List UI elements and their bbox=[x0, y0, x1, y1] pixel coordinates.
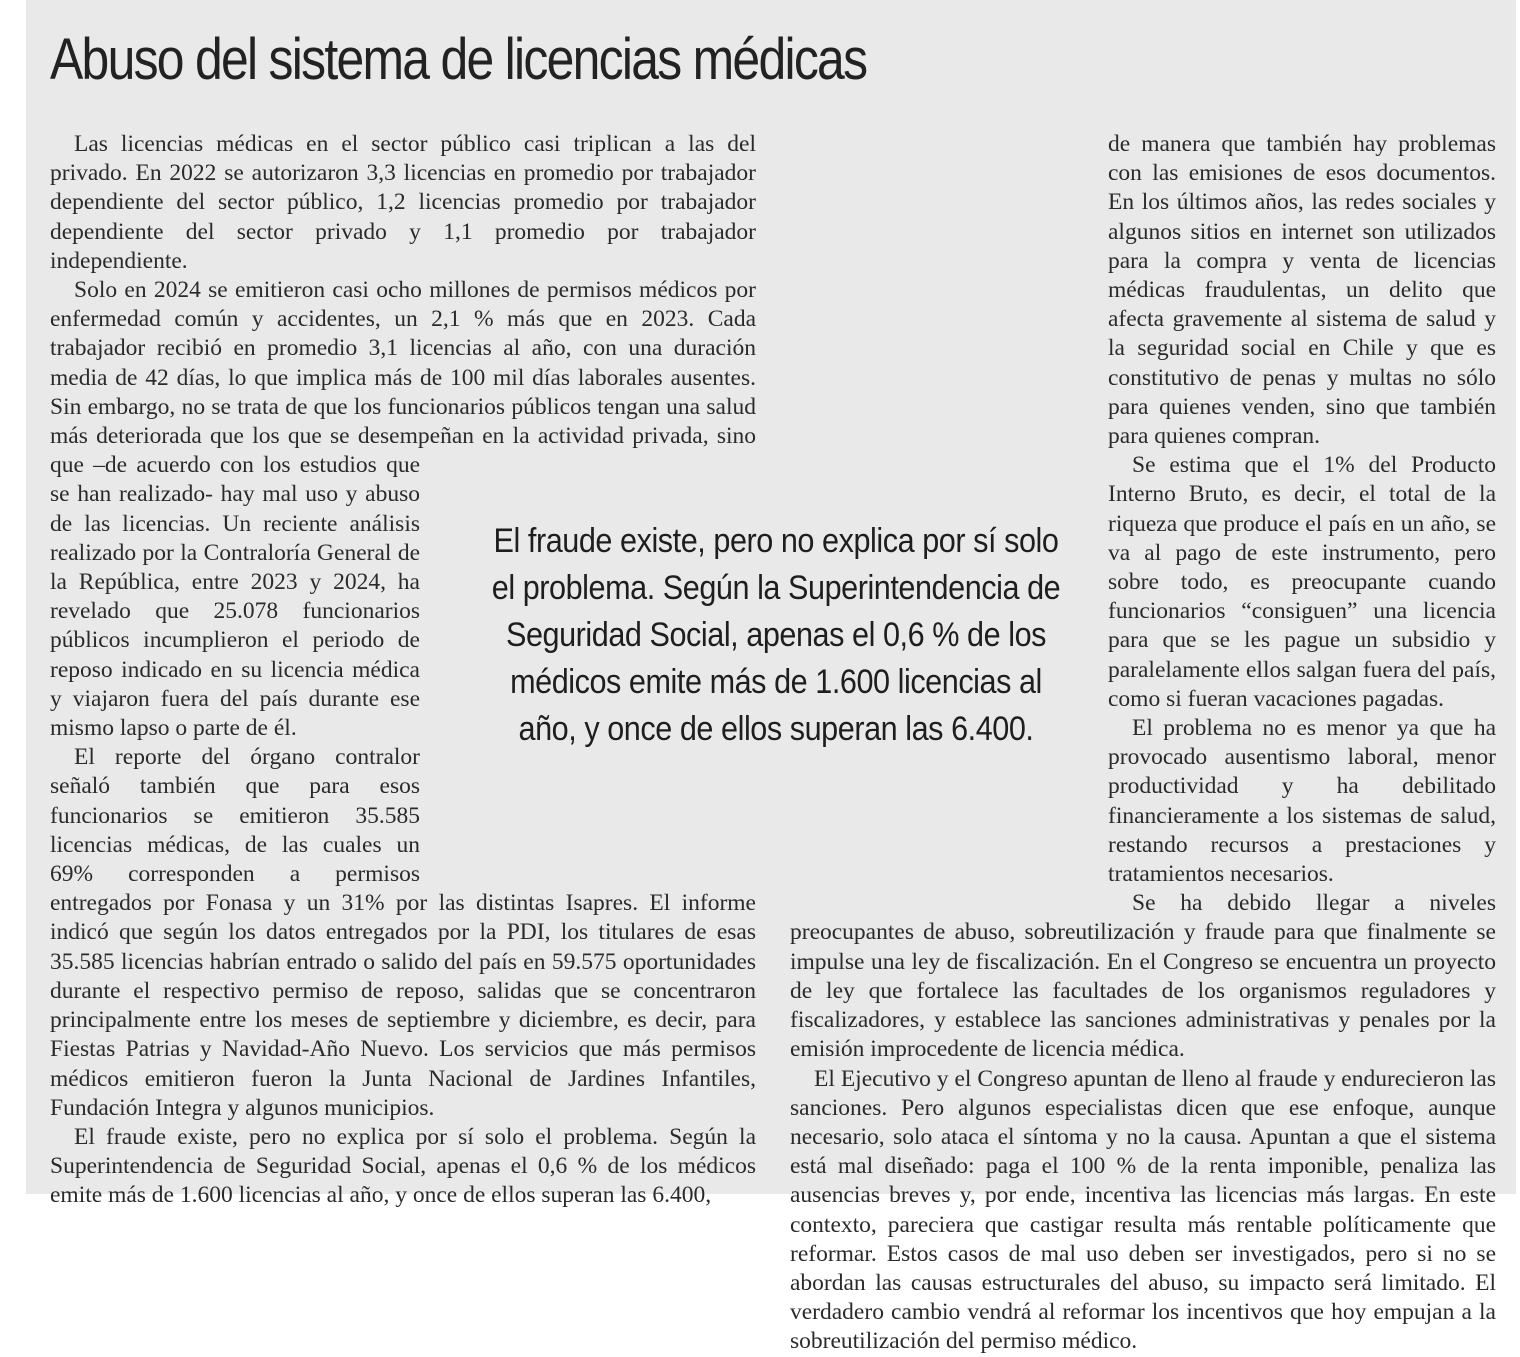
paragraph: El Ejecutivo y el Congreso apuntan de lleno al fraude y endurecieron las sanciones. Pero algunos especialistas dicen que ese enfoque, aunque necesario, solo ataca el síntoma y no la causa. Apuntan a que el sistema está mal diseñado: paga el 100 % de la renta imponible, penaliza las ausencias breves y, por ende, incentiva las licencias más largas. En este contexto, pareciera que castigar resulta más rentable políticamente que reformar. Estos casos de mal uso deben ser investigados, pero si no se abordan las causas estructurales del abuso, su impacto será limitado. El verdadero cambio vendrá al reformar los incentivos que hoy empujan a la sobreutilización del permiso médico. bbox=[790, 1065, 1496, 1355]
paragraph: El fraude existe, pero no explica por sí solo el problema. Según la Superintendencia de Seguridad Social, apenas el 0,6 % de los médicos emite más de 1.600 licencias al año, y once de ellos superan las 6.400, bbox=[50, 1123, 756, 1209]
paragraph: Solo en 2024 se emitieron casi ocho millones de permisos médicos por enfermedad común y accidentes, un 2,1 % más que en 2023. Cada trabajador recibió en promedio 3,1 licencias al año, con una duración media de 42 días, lo que implica más de 100 mil días laborales ausentes. Sin embargo, no se trata de que los funcionarios públicos tengan una salud más deteriorada que los que se desempeñan en la actividad privada, sino que –de acuerdo con los estudios que se han realizado- hay mal uso y abuso de las licencias. Un reciente análisis realizado por la Contraloría General de la República, entre 2023 y 2024, ha revelado que 25.078 funcionarios públicos incumplieron el periodo de reposo indicado en su licencia médica y viajaron fuera del país durante ese mismo lapso o parte de él. bbox=[50, 277, 756, 742]
newspaper-clipping bbox=[26, 0, 1516, 1355]
paragraph: El problema no es menor ya que ha provocado ausentismo laboral, menor productividad y ha debilitado financieramente a los sistemas de salud, restando recursos a prestaciones y tratamientos necesarios. bbox=[1108, 715, 1496, 888]
paragraph: Las licencias médicas en el sector público casi triplican a las del privado. En 2022 se autorizaron 3,3 licencias en promedio por trabajador dependiente del sector público, 1,2 licencias promedio por trabajador dependiente del sector privado y 1,1 promedio por trabajador independiente. bbox=[50, 131, 756, 274]
paragraph: Se ha debido llegar a niveles preocupantes de abuso, sobreutilización y fraude para que finalmente se impulse una ley de fiscalización. En el Congreso se encuentra un proyecto de ley que fortalece las facultades de los organismos reguladores y fiscalizadores, y establece las sanciones administrativas y penales por la emisión improcedente de licencia médica. bbox=[790, 890, 1496, 1063]
paragraph: El reporte del órgano contralor señaló también que para esos funcionarios se emitieron 35.585 licencias médicas, de las cuales un 69% corresponden a permisos entregados por Fonasa y un 31% por las distintas Isapres. El informe indicó que según los datos entregados por la PDI, los titulares de esas 35.585 licencias habrían entrado o salido del país en 59.575 oportunidades durante el respectivo permiso de reposo, salidas que se concentraron principalmente entre los meses de septiembre y diciembre, es decir, para Fiestas Patrias y Navidad-Año Nuevo. Los servicios que más permisos médicos emitieron fueron la Junta Nacional de Jardines Infantiles, Fundación Integra y algunos municipios. bbox=[50, 744, 756, 1121]
pull-quote: El fraude existe, pero no explica por sí solo el problema. Según la Superintendencia de Seguridad Social, apenas el 0,6 % de los médicos emite más de 1.600 licencias al año, y once de ellos superan las 6.400. bbox=[491, 522, 1061, 748]
paragraph: Se estima que el 1% del Producto Interno Bruto, es decir, el total de la riqueza que produce el país en un año, se va al pago de este instrumento, pero sobre todo, es preocupante cuando funcionarios “consiguen” una licencia para que se les pague un subsidio y paralelamente ellos salgan fuera del país, como si fueran vacaciones pagadas. bbox=[1108, 452, 1496, 712]
paragraph: de manera que también hay problemas con las emisiones de esos documentos. En los últimos años, las redes sociales y algunos sitios en internet son utilizados para la compra y venta de licencias médicas fraudulentas, un delito que afecta gravemente al sistema de salud y la seguridad social en Chile y que es constitutivo de penas y multas no sólo para quienes venden, sino que también para quienes compran. bbox=[1108, 131, 1496, 450]
article-headline: Abuso del sistema de licencias médicas bbox=[50, 27, 867, 92]
